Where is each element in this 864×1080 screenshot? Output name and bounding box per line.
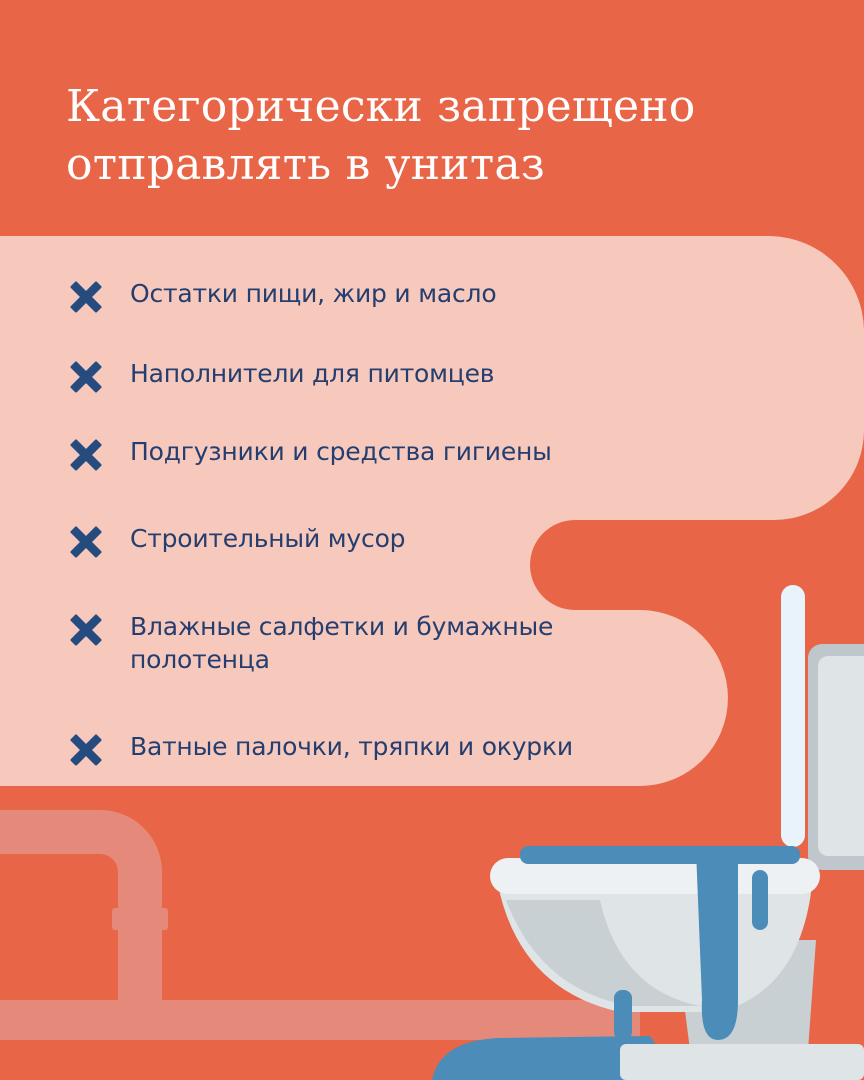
list-item-label: Подгузники и средства гигиены: [130, 437, 552, 466]
toilet-tank-icon: [781, 585, 864, 870]
list-item-label: Ватные палочки, тряпки и окурки: [130, 732, 573, 761]
list-item-label: Влажные салфетки и бумажные полотенца: [130, 612, 554, 674]
list-item-label: Строительный мусор: [130, 524, 406, 553]
title-line-1: Категорически запрещено: [66, 81, 696, 132]
list-item-label: Наполнители для питомцев: [130, 359, 495, 388]
toilet-base: [620, 1044, 864, 1080]
title-line-2: отправлять в унитаз: [66, 139, 545, 190]
list-item-label: Остатки пищи, жир и масло: [130, 279, 497, 308]
